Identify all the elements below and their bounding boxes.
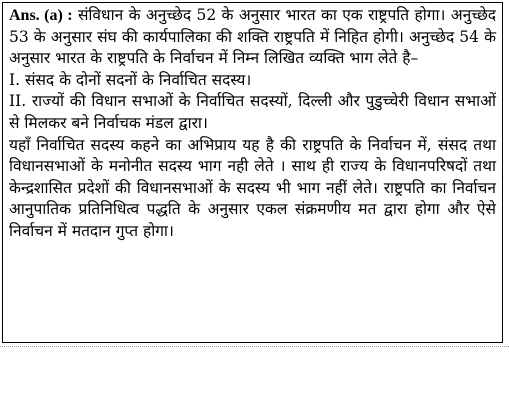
answer-label: Ans. (a) :	[9, 7, 73, 24]
answer-box	[2, 2, 503, 343]
answer-intro: संविधान के अनुच्छेद 52 के अनुसार भारत का एक राष्ट्रपति होगा। अनुच्छेद 53 के अनुसार संघ की कार्यपालिका की शक्ति राष्ट्रपति में निहित होगी। अनुच्छेद 54 के अनुसार भारत के राष्ट्रपति के निर्वाचन में निम्न लिखित व्यक्ति भाग लेते है–	[9, 6, 496, 68]
answer-point-2: II. राज्यों की विधान सभाओं के निर्वाचित सदस्यों, दिल्ली और पुडुच्चेरी विधान सभाओं से मिलकर बने निर्वाचक मंडल द्वारा।	[9, 92, 496, 132]
answer-point-1: I. संसद के दोनों सदनों के निर्वाचित सदस्य।	[9, 70, 252, 89]
page-divider	[0, 346, 509, 347]
answer-intro-paragraph	[9, 5, 496, 70]
answer-conclusion: यहाँ निर्वाचित सदस्य कहने का अभिप्राय यह है की राष्ट्रपति के निर्वाचन में, संसद तथा विधानसभाओं के मनोनीत सदस्य भाग नही लेते । साथ ही राज्य के विधानपरिषदों तथा केन्द्रशासित प्रदेशों की विधानसभाओं के सदस्य भी भाग नहीं लेते। राष्ट्रपति का निर्वाचन आनुपातिक प्रतिनिधित्व पद्धति के अनुसार एकल संक्रमणीय मत द्वारा होगा और ऐसे निर्वाचन में मतदान गुप्त होगा।	[9, 135, 496, 240]
